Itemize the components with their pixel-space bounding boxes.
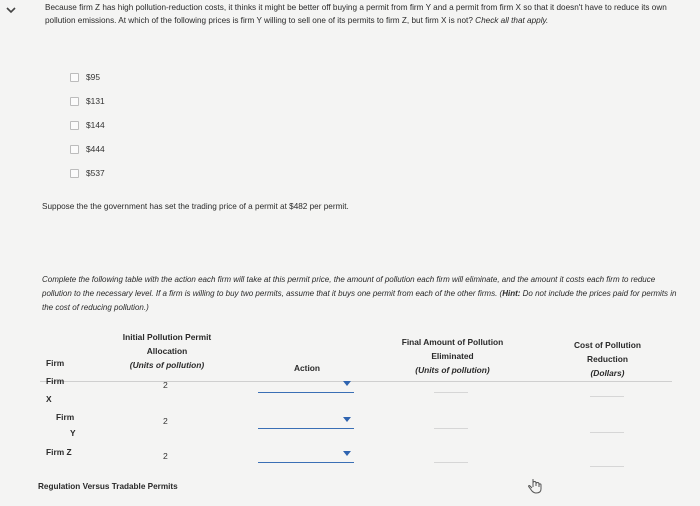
question-instruction: Check all that apply. <box>475 15 549 25</box>
header-cost-reduction: Cost of Pollution Reduction (Dollars) <box>574 340 641 378</box>
header-initial-allocation: Initial Pollution Permit Allocation (Units of pollution) <box>122 332 212 370</box>
checkbox-icon[interactable] <box>70 145 79 154</box>
checkbox-icon[interactable] <box>70 73 79 82</box>
table-header-divider <box>40 381 672 382</box>
row-firm-y-label: Firm <box>56 412 75 422</box>
row-firm-x-action-select[interactable] <box>258 376 354 393</box>
header-action: Action <box>293 363 321 373</box>
header-final-eliminated: Final Amount of Pollution Eliminated (Units of pollution) <box>401 337 504 375</box>
option-checkbox-5[interactable]: $537 <box>70 161 105 185</box>
government-statement: Suppose the the government has set the trading price of a permit at $482 per permit. <box>42 202 349 211</box>
row-firm-x-letter: X <box>46 394 52 404</box>
table-instruction: Complete the following table with the action each firm will take at this permit price, the amount of pollution each firm will eliminate, and the amount it costs each firm to reduce pollution to the necessary level. If a firm is willing to buy two permits, assume that it buys one permit from each of the other firms. (Hint: Do not include the prices paid for permits in the cost of reducing pollution.) <box>42 275 677 312</box>
option-checkbox-2[interactable]: $131 <box>70 89 105 113</box>
row-firm-x-label: Firm <box>46 376 65 386</box>
row-firm-y-eliminated-input[interactable] <box>434 414 468 429</box>
checkbox-icon[interactable] <box>70 169 79 178</box>
row-firm-y-cost-input[interactable] <box>590 418 624 433</box>
dropdown-arrow-icon[interactable] <box>343 417 351 422</box>
row-firm-z-cost-input[interactable] <box>590 452 624 467</box>
section-title: Regulation Versus Tradable Permits <box>38 482 178 491</box>
chevron-down-icon[interactable] <box>6 5 16 15</box>
header-firm: Firm <box>46 358 65 368</box>
row-firm-x-eliminated-input[interactable] <box>434 378 468 393</box>
dropdown-arrow-icon[interactable] <box>343 381 351 386</box>
row-firm-z-eliminated-input[interactable] <box>434 448 468 463</box>
row-firm-z-action-select[interactable] <box>258 446 354 463</box>
hand-cursor-icon <box>528 478 542 494</box>
row-firm-z-allocation: 2 <box>163 451 168 461</box>
checkbox-icon[interactable] <box>70 121 79 130</box>
options-list <box>70 65 105 185</box>
row-firm-y-allocation: 2 <box>163 416 168 426</box>
dropdown-arrow-icon[interactable] <box>343 451 351 456</box>
hint-label: Hint: <box>502 289 521 298</box>
option-checkbox-3[interactable]: $144 <box>70 113 105 137</box>
row-firm-y-action-select[interactable] <box>258 412 354 429</box>
row-firm-x-cost-input[interactable] <box>590 382 624 397</box>
row-firm-z-label: Firm Z <box>46 447 72 457</box>
option-checkbox-4[interactable]: $444 <box>70 137 105 161</box>
row-firm-x-allocation: 2 <box>163 380 168 390</box>
row-firm-y-letter: Y <box>70 428 76 438</box>
option-checkbox-1[interactable]: $95 <box>70 65 105 89</box>
question-text: Because firm Z has high pollution-reduction costs, it thinks it might be better off buying a permit from firm Y and a permit from firm X so that it doesn't have to reduce its own pollution emissions. At which of the following prices is firm Y willing to sell one of its permits to firm Z, but firm X is not? Check all that apply. <box>45 3 667 25</box>
checkbox-icon[interactable] <box>70 97 79 106</box>
